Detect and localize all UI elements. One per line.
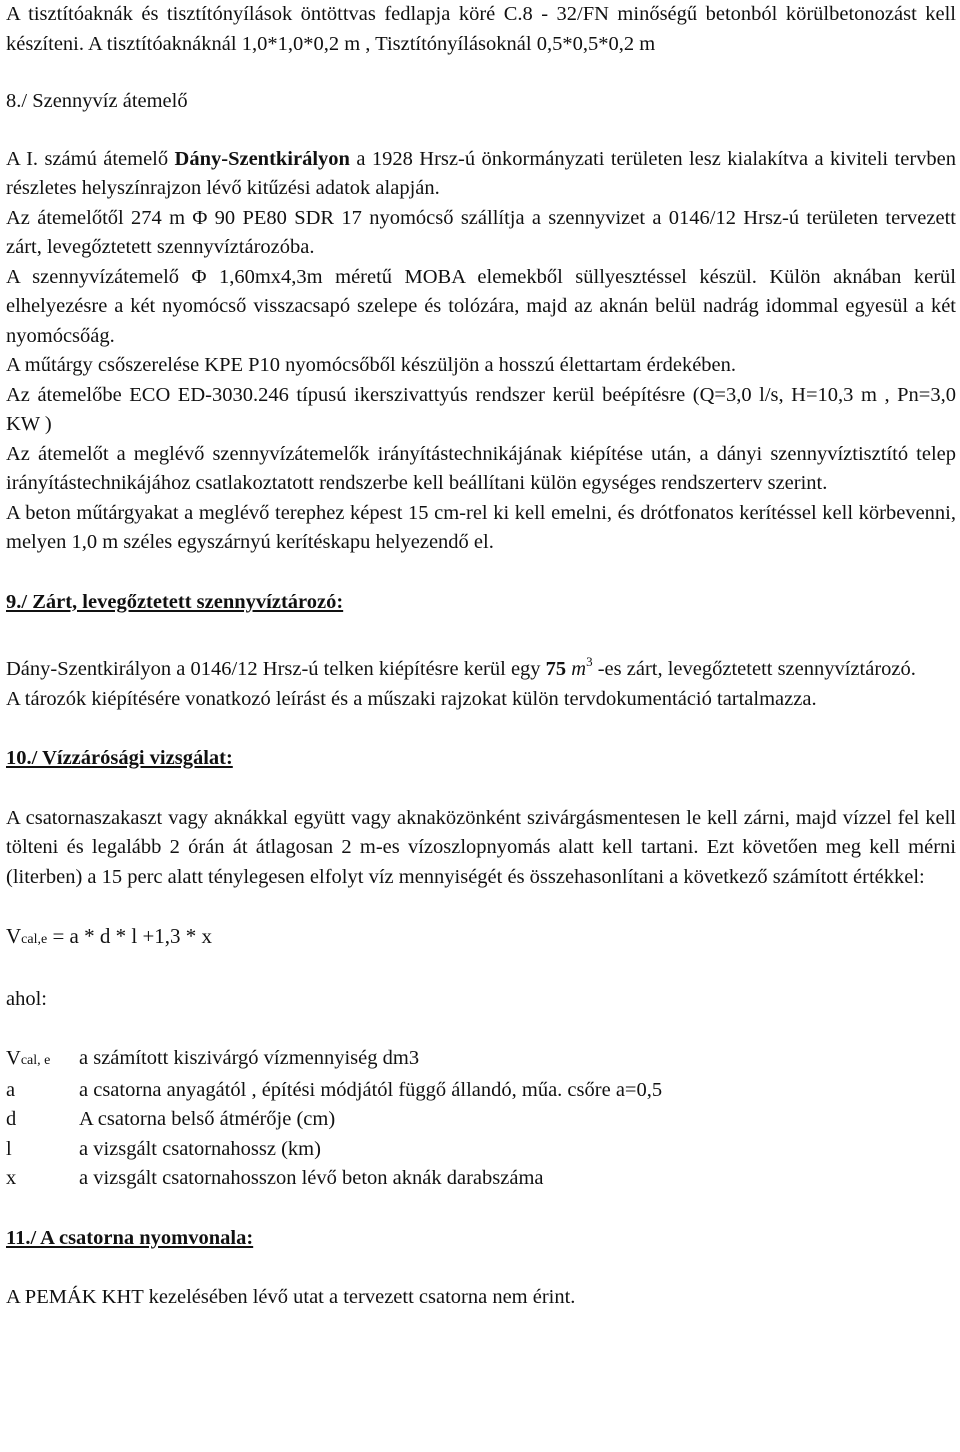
formula [6, 922, 956, 955]
section-10-paragraph-1: A csatornaszakaszt vagy aknákkal együtt vagy aknaközönként szivárgásmentesen le kell zárni, majd vízzel fel kell tölteni és legalább 2 órán át átlagosan 2 m-es vízoszlopnyomás alatt kell tartani. Ezt követően meg kell mérni (literben) a 15 perc alatt ténylegesen elfolyt víz mennyiségét és összehasonlítani a következő számított értékkel: [6, 806, 956, 888]
section-8-paragraph-3: A szennyvízátemelő Φ 1,60mx4,3m méretű MOBA elemekből süllyesztéssel készül. Külön aknában kerül elhelyezésre a két nyomócső visszacsapó szelepe és tolózára, majd az aknán belül nadrág idommal egyesül a két nyomócsőág. [6, 265, 956, 347]
s8-p1-start: A I. számú átemelő [6, 147, 175, 170]
definition-symbol: a [6, 1078, 16, 1101]
section-8-heading: 8./ Szennyvíz átemelő [6, 90, 188, 112]
s9-p1-start: Dány-Szentkirályon a 0146/12 Hrsz-ú telken kiépítésre kerül egy [6, 658, 546, 680]
definition-text: a csatorna anyagától , építési módjától függő állandó, műa. csőre a=0,5 [79, 1078, 663, 1101]
definition-text: a számított kiszivárgó vízmennyiség dm3 [79, 1047, 420, 1069]
definition-symbol: d [6, 1108, 17, 1130]
formula-expression: = a * d * l +1,3 * x [47, 924, 213, 948]
definition-row [6, 1105, 956, 1135]
formula-symbol: V [6, 924, 22, 948]
where-label: ahol: [6, 987, 47, 1010]
section-8-paragraph-7: A beton műtárgyakat a meglévő terephez képest 15 cm-rel ki kell emelni, és drótfonatos kerítéssel kell körbevenni, melyen 1,0 m széles egyszárnyú kerítéskapu helyezendő el. [6, 501, 956, 553]
section-8-paragraph-1 [6, 145, 956, 204]
s9-p1-end: -es zárt, levegőztetett szennyvíztározó. [592, 658, 916, 680]
definition-row [6, 1076, 956, 1106]
definition-symbol-sub: cal, e [20, 1053, 51, 1068]
section-9-paragraph-1 [6, 647, 956, 685]
volume-unit: m [571, 658, 587, 680]
definitions-list [6, 1044, 956, 1194]
definition-row [6, 1135, 956, 1165]
definition-symbol-main: V [6, 1047, 21, 1069]
section-8-paragraph-4: A műtárgy csőszerelése KPE P10 nyomócsőből készüljön a hosszú élettartam érdekében. [6, 354, 737, 376]
section-11-heading: 11./ A csatorna nyomvonala: [6, 1226, 254, 1249]
document-page [6, 0, 956, 1313]
section-8-paragraph-5: Az átemelőbe ECO ED-3030.246 típusú ikerszivattyús rendszer kerül beépítésre (Q=3,0 l/s, H=10,3 m , Pn=3,0 KW ) [6, 383, 956, 435]
definition-symbol: x [6, 1167, 17, 1189]
section-10-heading: 10./ Vízzárósági vizsgálat: [6, 747, 233, 769]
definition-symbol [6, 1044, 79, 1076]
definition-symbol: l [6, 1137, 12, 1160]
volume-unit-exponent: 3 [586, 654, 593, 669]
section-8-paragraph-2: Az átemelőtől 274 m Φ 90 PE80 SDR 17 nyomócső szállítja a szennyvizet a 0146/12 Hrsz-ú területen tervezett zárt, levegőztetett szennyvíztározóba. [6, 206, 956, 258]
definition-text: A csatorna belső átmérője (cm) [79, 1108, 336, 1130]
section-11-paragraph-1: A PEMÁK KHT kezelésében lévő utat a tervezett csatorna nem érint. [6, 1286, 576, 1308]
definition-row [6, 1044, 956, 1076]
intro-paragraph: A tisztítóaknák és tisztítónyílások öntöttvas fedlapja köré C.8 - 32/FN minőségű betonból körülbetonozást kell készíteni. A tisztítóaknáknál 1,0*1,0*0,2 m , Tisztítónyílásoknál 0,5*0,5*0,2 m [6, 3, 956, 55]
section-9-heading: 9./ Zárt, levegőztetett szennyvíztározó: [6, 590, 344, 613]
section-8-paragraph-6: Az átemelőt a meglévő szennyvízátemelők irányítástechnikájának kiépítése után, a dányi szennyvíztisztító telep irányítástechnikájához csatlakoztatott rendszerbe kell beállítani külön egységes rendszerterv szerint. [6, 442, 956, 494]
section-9-paragraph-2: A tározók kiépítésére vonatkozó leírást és a műszaki rajzokat külön tervdokumentáció tartalmazza. [6, 687, 817, 710]
definition-text: a vizsgált csatornahosszon lévő beton aknák darabszáma [79, 1167, 544, 1189]
location-name: Dány-Szentkirályon [174, 147, 350, 170]
definition-row [6, 1164, 956, 1194]
volume-value: 75 [545, 658, 567, 680]
formula-subscript: cal,e [21, 932, 48, 947]
s8-p1-end: a 1928 Hrsz-ú önkormányzati területen lesz kialakítva a kiviteli tervben részletes helyszínrajzon lévő kitűzési adatok alapján. [6, 147, 956, 199]
definition-text: a vizsgált csatornahossz (km) [79, 1137, 321, 1160]
